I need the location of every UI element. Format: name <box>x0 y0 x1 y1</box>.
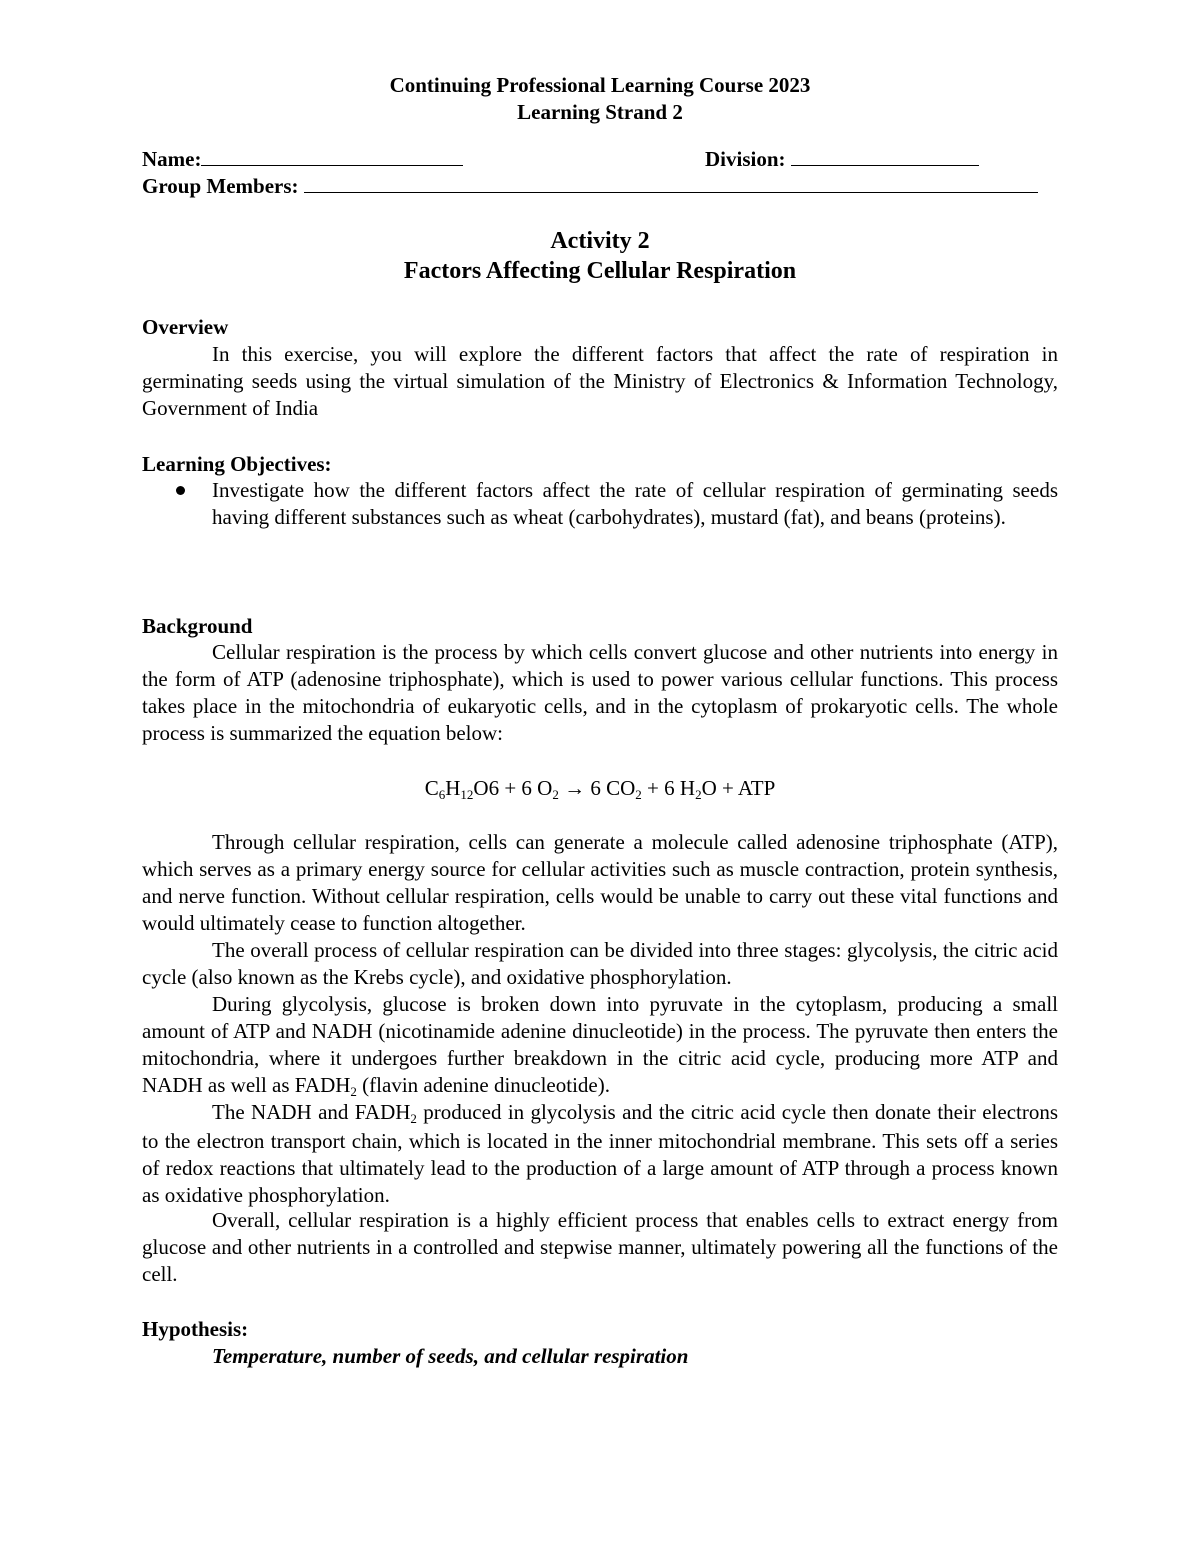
hypothesis-text: Temperature, number of seeds, and cellular respiration <box>212 1344 689 1368</box>
course-title: Continuing Professional Learning Course 2023 <box>389 73 811 97</box>
paragraph-text: produced in glycolysis and the citric acid cycle then donate their electrons to the electron transport chain, which is located in the inner mitochondrial membrane. This sets off a series of redox reactions that ultimately lead to the production of a large amount of ATP through a process known as oxidative phosphorylation. <box>142 1100 1059 1207</box>
strand-title: Learning Strand 2 <box>517 100 683 124</box>
objective-text: Investigate how the different factors affect the rate of cellular respiration of germinating seeds having different substances such as wheat (carbohydrates), mustard (fat), and beans (proteins). <box>212 478 1058 529</box>
activity-title: Factors Affecting Cellular Respiration <box>403 258 797 284</box>
fadh-subscript: 2 <box>410 1111 417 1126</box>
background-paragraph-5 <box>142 1099 1058 1209</box>
equation-subscript: 6 <box>438 787 446 802</box>
division-blank[interactable] <box>791 145 979 166</box>
group-blank[interactable] <box>304 172 1038 193</box>
equation-subscript: 12 <box>460 787 474 802</box>
equation-part: O6 + 6 O <box>473 776 553 800</box>
equation-subscript: 2 <box>635 787 642 802</box>
name-label: Name: <box>142 147 202 171</box>
background-paragraph-4 <box>142 991 1058 1101</box>
name-field-row <box>142 145 463 172</box>
background-paragraph-6: Overall, cellular respiration is a highly efficient process that enables cells to extract energy from glucose and other nutrients in a controlled and stepwise manner, ultimately powering all the functions of the cell. <box>142 1208 1058 1286</box>
fadh-subscript: 2 <box>350 1084 357 1099</box>
paragraph-text: The NADH and FADH <box>212 1100 411 1124</box>
background-paragraph-2: Through cellular respiration, cells can generate a molecule called adenosine triphosphate (ATP), which serves as a primary energy source for cellular activities such as muscle contraction, protein synthesis, and nerve function. Without cellular respiration, cells would be unable to carry out these vital functions and would ultimately cease to function altogether. <box>142 830 1058 935</box>
paragraph-text: During glycolysis, glucose is broken down into pyruvate in the cytoplasm, producing a small amount of ATP and NADH (nicotinamide adenine dinucleotide) in the process. The pyruvate then enters the mitochondria, where it undergoes further breakdown in the citric acid cycle, producing more ATP and NADH as well as FADH <box>142 992 1058 1097</box>
equation-part: H <box>445 776 461 800</box>
group-field-row <box>142 172 1038 199</box>
activity-number: Activity 2 <box>550 228 650 254</box>
equation-part: → 6 CO <box>558 776 636 800</box>
equation-part: + 6 H <box>641 776 696 800</box>
objective-item <box>142 477 1058 531</box>
bullet-icon <box>176 486 185 495</box>
equation-subscript: 2 <box>552 787 559 802</box>
equation-part: C <box>424 776 439 800</box>
objectives-heading: Learning Objectives: <box>142 452 332 476</box>
background-heading: Background <box>142 614 253 638</box>
background-paragraph-3: The overall process of cellular respiration can be divided into three stages: glycolysis, the citric acid cycle (also known as the Krebs cycle), and oxidative phosphorylation. <box>142 938 1058 989</box>
paragraph-text: (flavin adenine dinucleotide). <box>356 1073 610 1097</box>
group-label: Group Members: <box>142 174 299 198</box>
equation-part: O + ATP <box>701 776 776 800</box>
overview-heading: Overview <box>142 315 229 339</box>
respiration-equation <box>142 776 1058 801</box>
equation-subscript: 2 <box>695 787 702 802</box>
hypothesis-heading: Hypothesis: <box>142 1317 249 1341</box>
name-blank[interactable] <box>201 145 463 166</box>
background-intro: Cellular respiration is the process by which cells convert glucose and other nutrients into energy in the form of ATP (adenosine triphosphate), which is used to power various cellular functions. This process takes place in the mitochondria of eukaryotic cells, and in the cytoplasm of prokaryotic cells. The whole process is summarized the equation below: <box>142 640 1058 745</box>
division-field-row <box>705 145 979 172</box>
overview-text: In this exercise, you will explore the different factors that affect the rate of respiration in germinating seeds using the virtual simulation of the Ministry of Electronics & Information Technology, Government of India <box>142 342 1058 420</box>
division-label: Division: <box>705 147 786 171</box>
